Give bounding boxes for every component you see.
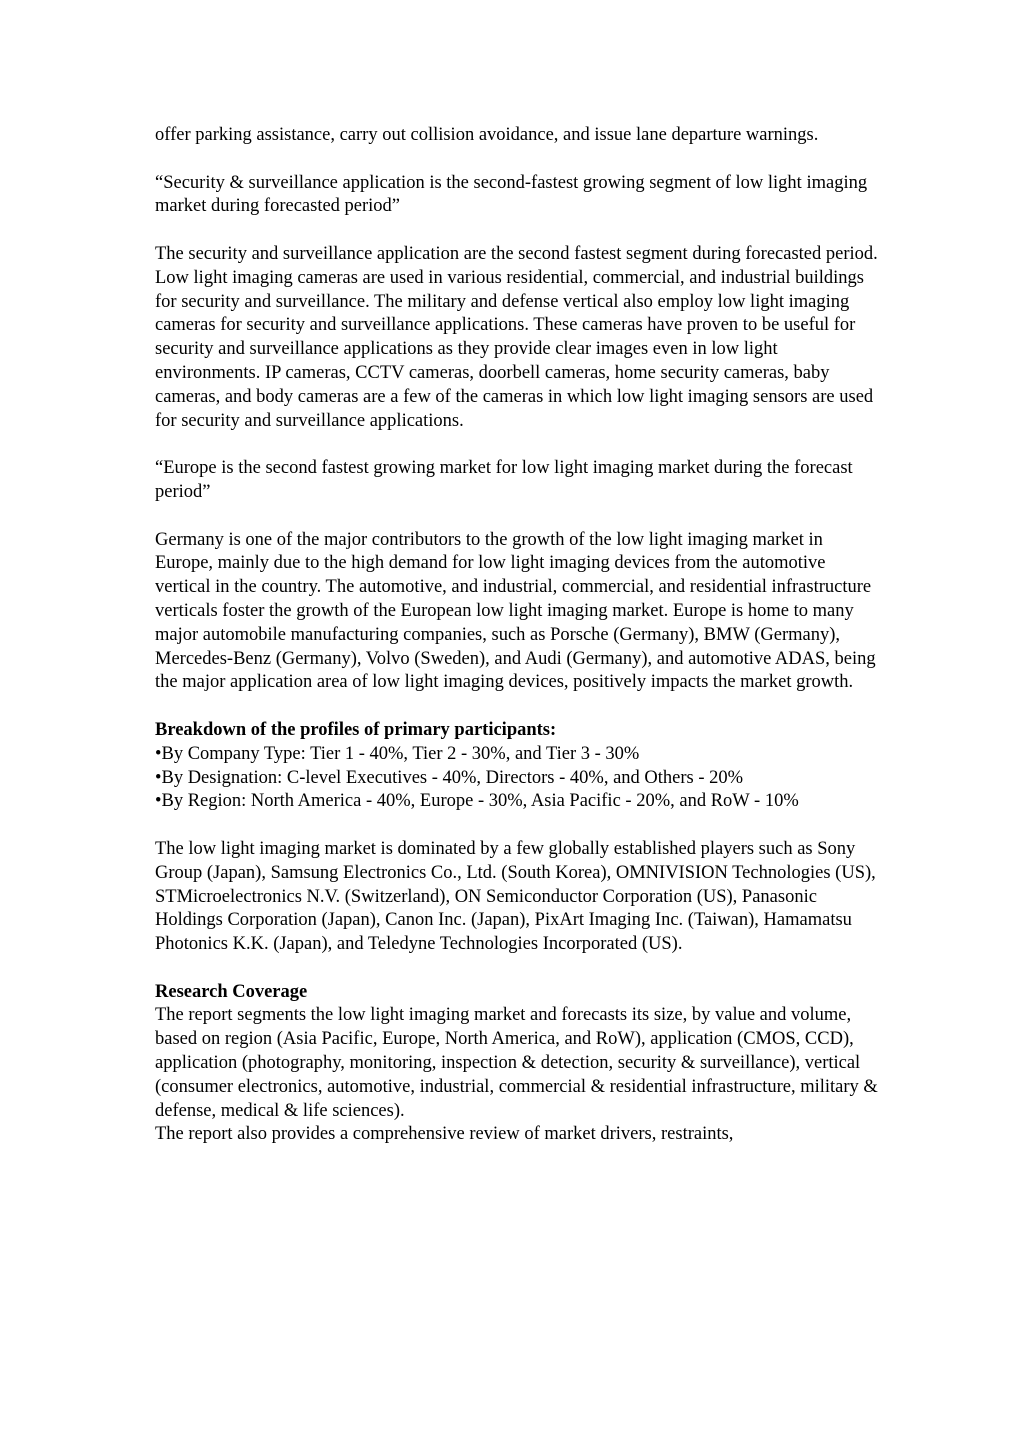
paragraph-key-players: The low light imaging market is dominated by a few globally established players such as Sony Group (Japan), Samsung Electronics Co., Ltd. (South Korea), OMNIVISION Technologies (US), STMicroelectronics N.V. (Switzerland), ON Semiconductor Corporation (US), Panasonic Holdings Corporation (Japan), Canon Inc. (Japan), PixArt Imaging Inc. (Taiwan), Hamamatsu Photonics K.K. (Japan), and Teledyne Technologies Incorporated (US). bbox=[155, 838, 876, 955]
paragraph-security-surveillance: The security and surveillance application are the second fastest segment during forecasted period. Low light imaging cameras are used in various residential, commercial, and industrial buildings for security and surveillance. The military and defense vertical also employ low light imaging cameras for security and surveillance applications. These cameras have proven to be useful for security and surveillance applications as they provide clear images even in low light environments. IP cameras, CCTV cameras, doorbell cameras, home security cameras, baby cameras, and body cameras are a few of the cameras in which low light imaging sensors are used for security and surveillance applications. bbox=[155, 243, 878, 431]
paragraph-report-review: The report also provides a comprehensive review of market drivers, restraints, bbox=[155, 1124, 734, 1145]
breakdown-section bbox=[155, 719, 885, 814]
research-coverage-heading: Research Coverage bbox=[155, 981, 308, 1002]
paragraph-report-segments: The report segments the low light imaging market and forecasts its size, by value and volume, based on region (Asia Pacific, Europe, North America, and RoW), application (CMOS, CCD), application (photography, monitoring, inspection & detection, security & surveillance), vertical (consumer electronics, automotive, industrial, commercial & residential infrastructure, military & defense, medical & life sciences). bbox=[155, 1005, 878, 1121]
breakdown-heading: Breakdown of the profiles of primary participants: bbox=[155, 719, 557, 740]
breakdown-item-region: •By Region: North America - 40%, Europe - 30%, Asia Pacific - 20%, and RoW - 10% bbox=[155, 791, 799, 812]
paragraph-adas-continuation: offer parking assistance, carry out collision avoidance, and issue lane departure warnings. bbox=[155, 125, 819, 145]
paragraph-germany: Germany is one of the major contributors to the growth of the low light imaging market in Europe, mainly due to the high demand for low light imaging devices from the automotive vertical in the country. The automotive, and industrial, commercial, and residential infrastructure verticals foster the growth of the European low light imaging market. Europe is home to many major automobile manufacturing companies, such as Porsche (Germany), BMW (Germany), Mercedes-Benz (Germany), Volvo (Sweden), and Audi (Germany), and automotive ADAS, being the major application area of low light imaging devices, positively impacts the market growth. bbox=[155, 529, 876, 693]
research-coverage-section bbox=[155, 981, 885, 1148]
breakdown-item-designation: •By Designation: C-level Executives - 40%, Directors - 40%, and Others - 20% bbox=[155, 767, 744, 788]
document-page bbox=[155, 124, 885, 1147]
breakdown-item-company-type: •By Company Type: Tier 1 - 40%, Tier 2 - 30%, and Tier 3 - 30% bbox=[155, 743, 640, 764]
quote-europe: “Europe is the second fastest growing market for low light imaging market during the forecast period” bbox=[155, 458, 853, 502]
quote-security-surveillance: “Security & surveillance application is the second-fastest growing segment of low light imaging market during forecasted period” bbox=[155, 172, 868, 217]
